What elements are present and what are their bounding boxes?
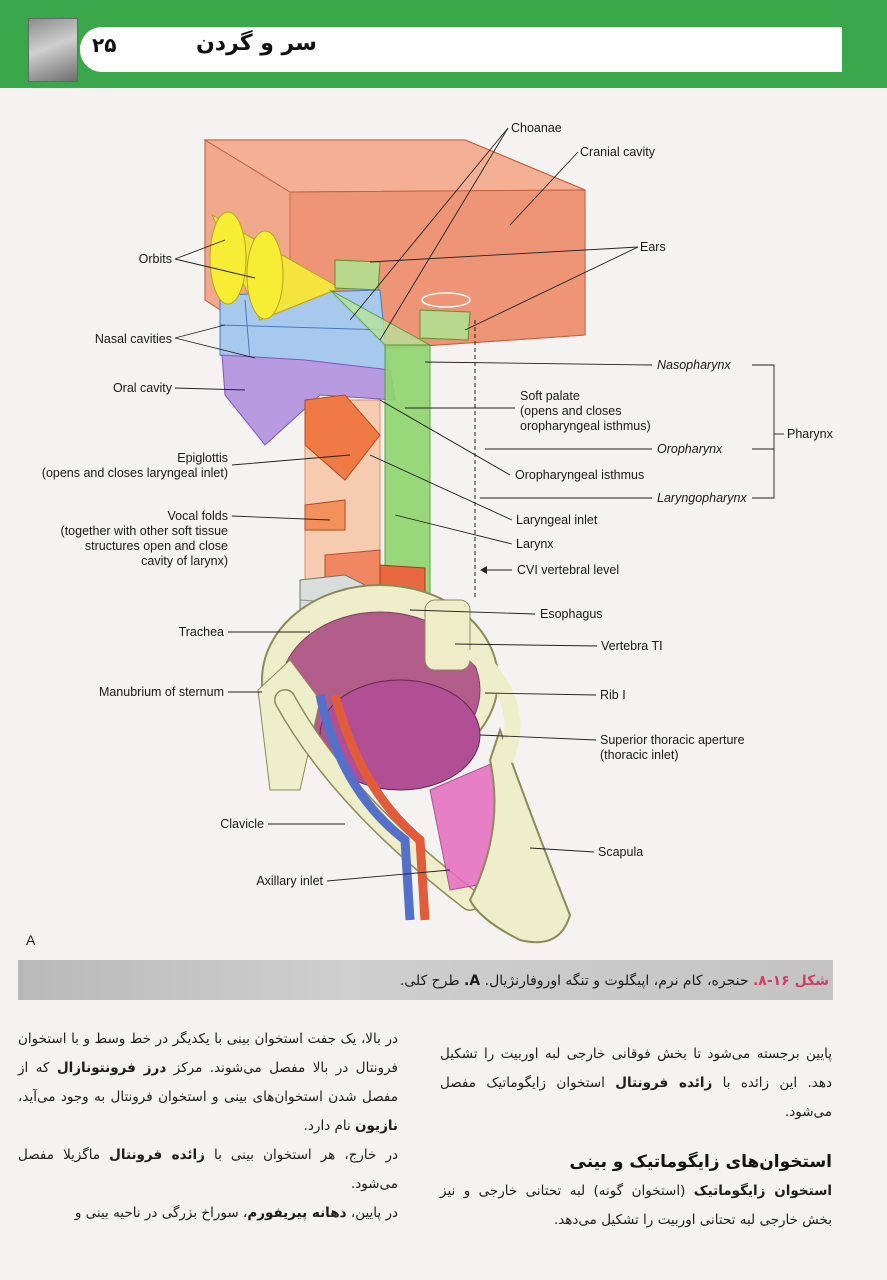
label-laryngopharynx: Laryngopharynx	[657, 491, 747, 505]
label-thoracic-inlet: (thoracic inlet)	[600, 748, 679, 762]
label-vocal-folds: Vocal folds	[167, 509, 228, 523]
figure-part-letter: A	[26, 932, 36, 948]
label-orbits: Orbits	[138, 252, 172, 266]
caption-label: شکل ۱۶-۸.	[752, 973, 829, 989]
caption-letter: A.	[464, 973, 481, 989]
label-trachea: Trachea	[178, 625, 224, 639]
label-soft-palate-desc-1: (opens and closes	[520, 404, 622, 418]
chapter-thumbnail-image	[28, 18, 78, 82]
anatomy-figure	[0, 95, 887, 955]
caption-body: حنجره، کام نرم، اپیگلوت و تنگه اوروفارنژیال.	[484, 973, 749, 989]
paragraph-piriform: در پایین، دهانه پیریفورم، سوراخ بزرگی در ناحیه بینی و	[74, 1205, 398, 1221]
figure-caption	[400, 973, 829, 989]
header-title-bar	[80, 27, 842, 72]
label-axillary-inlet: Axillary inlet	[256, 874, 323, 888]
label-soft-palate-desc-2: oropharyngeal isthmus)	[520, 419, 651, 433]
label-vocal-desc-3: cavity of larynx)	[141, 554, 228, 568]
label-oral-cavity: Oral cavity	[112, 381, 172, 395]
label-epiglottis-desc: (opens and closes laryngeal inlet)	[41, 466, 228, 480]
label-cvi-level: CVI vertebral level	[517, 563, 620, 577]
label-nasopharynx: Nasopharynx	[657, 358, 731, 372]
label-oropharynx: Oropharynx	[657, 442, 723, 456]
label-esophagus: Esophagus	[540, 607, 603, 621]
paragraph-zygomatic-bone: استخوان زایگوماتیک (استخوان گونه) لبه تحتانی خارجی و نیز بخش خارجی لبه تحتانی اوربیت را تشکیل می‌دهد.	[440, 1183, 832, 1228]
label-manubrium: Manubrium of sternum	[98, 685, 224, 699]
label-pharynx: Pharynx	[787, 427, 833, 441]
paragraph-frontal-process: در خارج، هر استخوان بینی با زائده فرونتال ماگزیلا مفصل می‌شود.	[18, 1147, 398, 1192]
label-soft-palate: Soft palate	[520, 389, 580, 403]
caption-tail: طرح کلی.	[399, 973, 460, 989]
page-number: ۲۵	[92, 33, 117, 57]
label-clavicle: Clavicle	[220, 817, 264, 831]
right-text-column	[18, 1025, 398, 1228]
chapter-title: سر و گردن	[196, 31, 317, 56]
label-larynx: Larynx	[516, 537, 554, 551]
label-laryngeal-inlet: Laryngeal inlet	[516, 513, 598, 527]
paragraph-zygomatic-process: پایین برجسته می‌شود تا بخش فوقانی خارجی لبه اوربیت را تشکیل دهد. این زائده با زائده فرونتال استخوان زایگوماتیک مفصل می‌شود.	[440, 1046, 832, 1120]
label-vocal-desc-2: structures open and close	[84, 539, 228, 553]
label-vocal-desc-1: (together with other soft tissue	[60, 524, 228, 538]
label-nasal-cavities: Nasal cavities	[94, 332, 172, 346]
left-text-column	[440, 1040, 832, 1235]
label-oropharyngeal-isthmus: Oropharyngeal isthmus	[515, 468, 645, 482]
label-vertebra-t1: Vertebra TI	[601, 639, 663, 653]
paragraph-nasal-bones: در بالا، یک جفت استخوان بینی با یکدیگر در خط وسط و با استخوان فرونتال در بالا مفصل می‌شوند. مرکز درز فرونتونازال که از مفصل شدن استخوان‌های بینی و استخوان فرونتال به وجود می‌آید، نازیون نام دارد.	[18, 1031, 398, 1134]
section-heading: استخوان‌های زایگوماتیک و بینی	[569, 1152, 832, 1172]
anatomy-illustration	[0, 95, 887, 955]
label-superior-thoracic-aperture: Superior thoracic aperture	[600, 733, 745, 747]
label-rib-1: Rib I	[600, 688, 626, 702]
label-scapula: Scapula	[598, 845, 644, 859]
label-epiglottis: Epiglottis	[177, 451, 228, 465]
label-cranial-cavity: Cranial cavity	[580, 145, 656, 159]
label-choanae: Choanae	[511, 121, 562, 135]
label-ears: Ears	[640, 240, 666, 254]
